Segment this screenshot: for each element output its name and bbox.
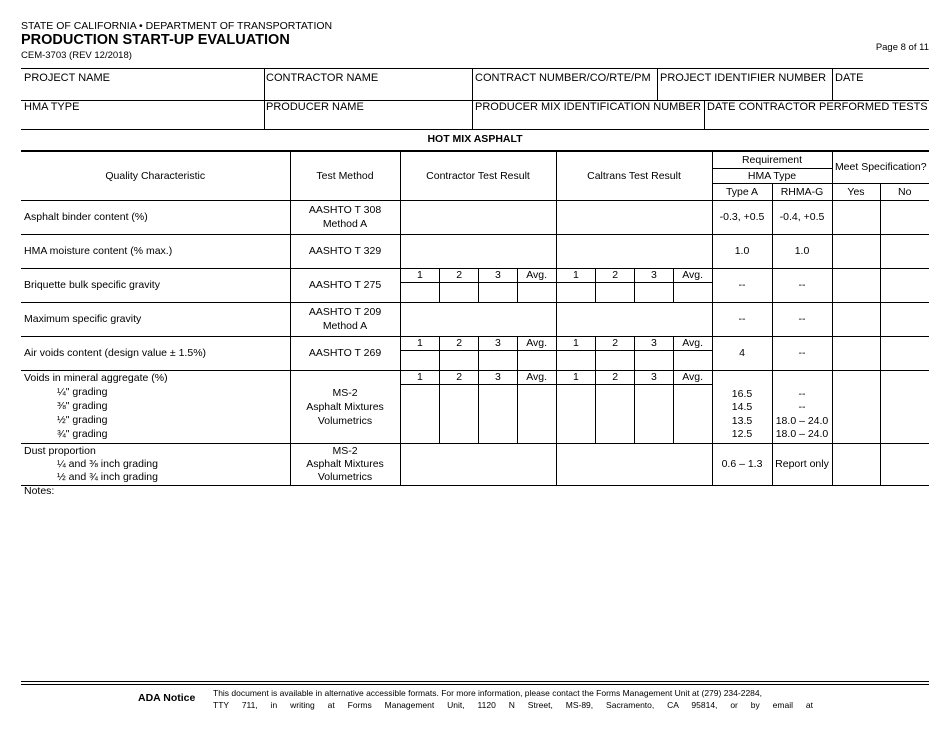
field-divider (472, 68, 473, 130)
ada-notice-text: This document is available in alternative accessible formats. For more information, please contact the Forms Management Unit at (279) 234-2284, (213, 688, 762, 698)
header-quality: Quality Characteristic (21, 151, 290, 200)
row-method: AASHTO T 269 (290, 336, 400, 370)
header-no: No (880, 183, 929, 200)
table-row (21, 302, 929, 336)
rhma-value: -- (772, 268, 832, 302)
caltrans-samples[interactable]: 1 2 3 Avg. (556, 268, 712, 302)
caltrans-result-input[interactable] (556, 200, 712, 234)
hma-evaluation-table (21, 150, 929, 486)
table-row (21, 370, 929, 443)
no-checkbox[interactable] (880, 268, 929, 302)
header-caltrans: Caltrans Test Result (556, 151, 712, 200)
table-row (21, 234, 929, 268)
contractor-samples[interactable]: 1 2 3 Avg. (400, 370, 556, 443)
table-row (21, 443, 929, 485)
rhma-value: 1.0 (772, 234, 832, 268)
row-name: Maximum specific gravity (21, 302, 290, 336)
row-name: Asphalt binder content (%) (21, 200, 290, 234)
header-contractor: Contractor Test Result (400, 151, 556, 200)
table-row (21, 200, 929, 234)
header-method: Test Method (290, 151, 400, 200)
field-divider (832, 68, 833, 100)
page-number: Page 8 of 11 (875, 42, 929, 53)
rhma-value: -- (772, 336, 832, 370)
contractor-name-field[interactable]: CONTRACTOR NAME (266, 72, 379, 84)
contractor-samples[interactable]: 1 2 3 Avg. (400, 336, 556, 370)
row-name: Briquette bulk specific gravity (21, 268, 290, 302)
row-name: Air voids content (design value ± 1.5%) (21, 336, 290, 370)
yes-checkbox[interactable] (832, 302, 880, 336)
form-title: PRODUCTION START-UP EVALUATION (21, 32, 290, 48)
caltrans-result-input[interactable] (556, 443, 712, 485)
footer-line (21, 681, 929, 682)
contractor-result-input[interactable] (400, 234, 556, 268)
no-checkbox[interactable] (880, 302, 929, 336)
header-type-a: Type A (712, 183, 772, 200)
field-grid-bottom-line (21, 129, 929, 130)
field-divider (264, 68, 265, 130)
yes-checkbox[interactable] (832, 234, 880, 268)
row-method: AASHTO T 329 (290, 234, 400, 268)
yes-checkbox[interactable] (832, 200, 880, 234)
contractor-samples[interactable]: 1 2 3 Avg. (400, 268, 556, 302)
project-identifier-field[interactable]: PROJECT IDENTIFIER NUMBER (660, 72, 827, 84)
type-a-value: 0.6 – 1.3 (712, 443, 772, 485)
row-method: AASHTO T 275 (290, 268, 400, 302)
header-meet-spec: Meet Specification? (832, 151, 929, 183)
date-contractor-tests-field[interactable]: DATE CONTRACTOR PERFORMED TESTS (707, 101, 928, 113)
ada-notice-text: TTY 711, in writing at Forms Management Unit, 1120 N Street, MS-89, Sacramento, CA 95814, or by email at (213, 700, 813, 710)
contractor-result-input[interactable] (400, 200, 556, 234)
type-a-value: -0.3, +0.5 (712, 200, 772, 234)
hma-type-field[interactable]: HMA TYPE (24, 101, 80, 113)
table-row (21, 336, 929, 370)
field-grid-top-line (21, 68, 929, 69)
type-a-value: -- (712, 268, 772, 302)
no-checkbox[interactable] (880, 443, 929, 485)
caltrans-samples[interactable]: 1 2 3 Avg. (556, 370, 712, 443)
rhma-value: -0.4, +0.5 (772, 200, 832, 234)
type-a-value: 1.0 (712, 234, 772, 268)
row-method: MS-2 Asphalt Mixtures Volumetrics (290, 370, 400, 443)
producer-name-field[interactable]: PRODUCER NAME (266, 101, 364, 113)
yes-checkbox[interactable] (832, 370, 880, 443)
table-row (21, 268, 929, 302)
rhma-value: Report only (772, 443, 832, 485)
caltrans-samples[interactable]: 1 2 3 Avg. (556, 336, 712, 370)
row-method: AASHTO T 308 Method A (290, 200, 400, 234)
field-divider (704, 100, 705, 130)
field-divider (657, 68, 658, 100)
notes-label: Notes: (24, 485, 55, 497)
ada-notice-label: ADA Notice (138, 692, 196, 704)
producer-mix-id-field[interactable]: PRODUCER MIX IDENTIFICATION NUMBER (475, 101, 701, 113)
rhma-value: -- -- 18.0 – 24.0 18.0 – 24.0 (772, 370, 832, 443)
no-checkbox[interactable] (880, 336, 929, 370)
header-rhma-g: RHMA-G (772, 183, 832, 200)
contract-number-field[interactable]: CONTRACT NUMBER/CO/RTE/PM (475, 72, 651, 84)
type-a-value: -- (712, 302, 772, 336)
row-method: AASHTO T 209 Method A (290, 302, 400, 336)
no-checkbox[interactable] (880, 200, 929, 234)
caltrans-result-input[interactable] (556, 302, 712, 336)
header-hma-type: HMA Type (712, 168, 832, 183)
header-requirement: Requirement (712, 151, 832, 168)
contractor-result-input[interactable] (400, 302, 556, 336)
no-checkbox[interactable] (880, 234, 929, 268)
agency-line: STATE OF CALIFORNIA • DEPARTMENT OF TRANSPORTATION (21, 20, 333, 32)
form-number: CEM-3703 (REV 12/2018) (21, 50, 132, 61)
row-name: Voids in mineral aggregate (%) ¼" grading ⅜" grading ½" grading ¾" grading (21, 370, 290, 443)
row-name: Dust proportion ¼ and ⅜ inch grading ½ and ¾ inch grading (21, 443, 290, 485)
header-yes: Yes (832, 183, 880, 200)
yes-checkbox[interactable] (832, 443, 880, 485)
project-name-field[interactable]: PROJECT NAME (24, 72, 110, 84)
row-name: HMA moisture content (% max.) (21, 234, 290, 268)
rhma-value: -- (772, 302, 832, 336)
yes-checkbox[interactable] (832, 336, 880, 370)
contractor-result-input[interactable] (400, 443, 556, 485)
type-a-value: 4 (712, 336, 772, 370)
footer-line (21, 684, 929, 685)
caltrans-result-input[interactable] (556, 234, 712, 268)
no-checkbox[interactable] (880, 370, 929, 443)
type-a-value: 16.5 14.5 13.5 12.5 (712, 370, 772, 443)
row-method: MS-2 Asphalt Mixtures Volumetrics (290, 443, 400, 485)
date-field[interactable]: DATE (835, 72, 864, 84)
section-title: HOT MIX ASPHALT (427, 133, 523, 145)
yes-checkbox[interactable] (832, 268, 880, 302)
